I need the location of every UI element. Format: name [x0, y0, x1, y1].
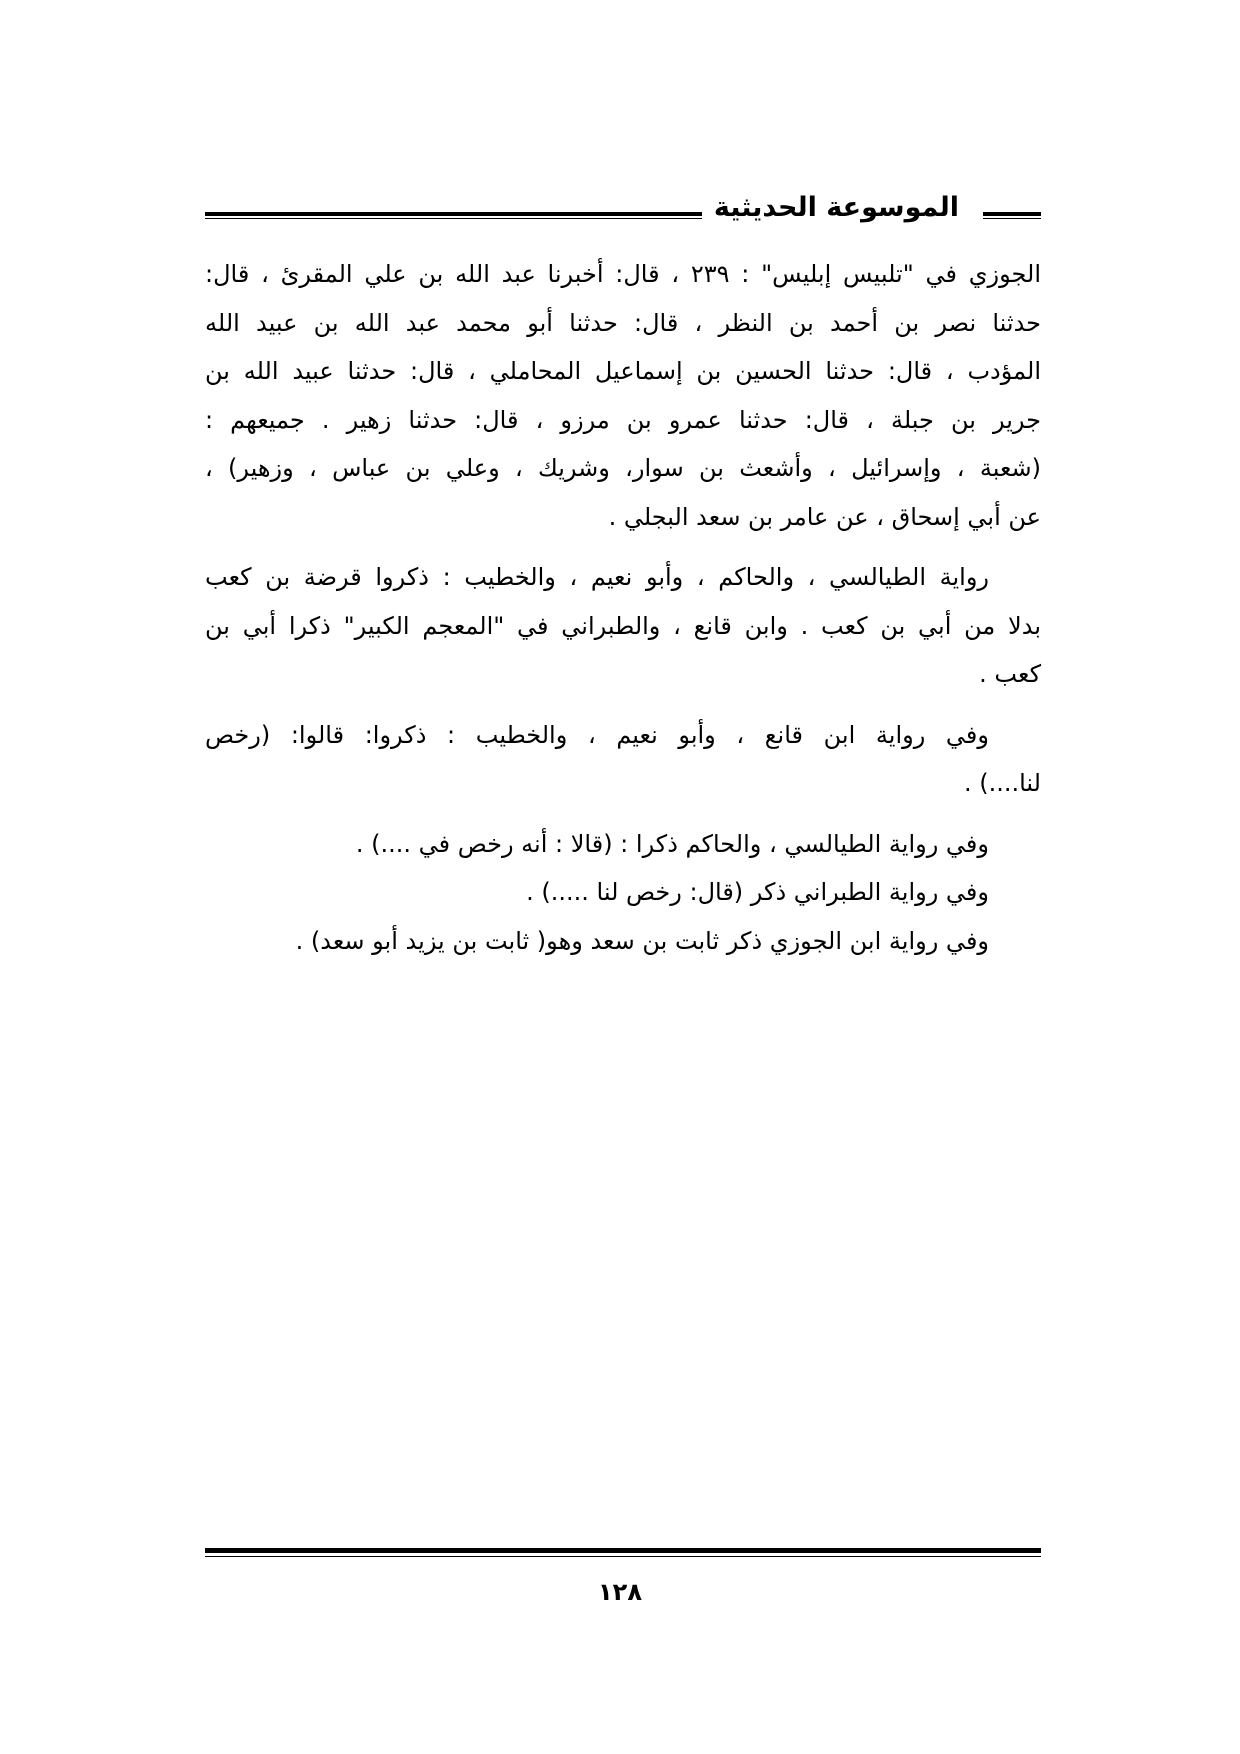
- text-line: وفي رواية الطبراني ذكر (قال: رخص لنا .....) .: [526, 878, 989, 906]
- text-line: رواية الطيالسي ، والحاكم ، وأبو نعيم ، والخطيب : ذكروا قرضة بن كعب: [205, 563, 989, 591]
- text-line: لنا....) .: [963, 769, 1041, 797]
- text-line: عن أبي إسحاق ، عن عامر بن سعد البجلي .: [608, 502, 1041, 531]
- header-title: الموسوعة الحديثية: [702, 190, 971, 226]
- text-line: بدلا من أبي بن كعب . وابن قانع ، والطبراني في "المعجم الكبير" ذكرا أبي بن: [205, 611, 1041, 640]
- header-rule-right: [983, 212, 1041, 219]
- paragraph-ibn-qani-version: [205, 711, 1041, 808]
- text-line: الجوزي في "تلبيس إبليس" : ٢٣٩ ، قال: أخبرنا عبد الله بن علي المقرئ ، قال:: [205, 260, 1041, 288]
- text-line: جرير بن جبلة ، قال: حدثنا عمرو بن مرزو ، قال: حدثنا زهير . جميعهم :: [205, 405, 1041, 434]
- text-line: المؤدب ، قال: حدثنا الحسين بن إسماعيل المحاملي ، قال: حدثنا عبيد الله بن: [205, 357, 1041, 385]
- text-line: وفي رواية ابن قانع ، وأبو نعيم ، والخطيب : ذكروا: قالوا: (رخص: [205, 720, 989, 749]
- paragraph-tayalisi-version: [205, 820, 1041, 966]
- page-header: [205, 190, 1041, 234]
- paragraph-narration-variants: [205, 553, 1041, 699]
- text-line: وفي رواية الطيالسي ، والحاكم ذكرا : (قالا : أنه رخص في ....) .: [355, 829, 989, 858]
- paragraph-chain-of-narration: [205, 250, 1041, 541]
- text-line: كعب .: [979, 660, 1041, 688]
- body-text: [205, 250, 1041, 965]
- page-number: ١٢٨: [598, 1578, 642, 1606]
- text-line: (شعبة ، وإسرائيل ، وأشعث بن سوار، وشريك ، وعلي بن عباس ، وزهير) ،: [205, 454, 1041, 482]
- text-line: حدثنا نصر بن أحمد بن النظر ، قال: حدثنا أبو محمد عبد الله بن عبيد الله: [205, 308, 1041, 337]
- header-rule-left: [205, 212, 741, 219]
- text-line: وفي رواية ابن الجوزي ذكر ثابت بن سعد وهو( ثابت بن يزيد أبو سعد) .: [295, 926, 989, 955]
- footer-rule: [205, 1548, 1041, 1557]
